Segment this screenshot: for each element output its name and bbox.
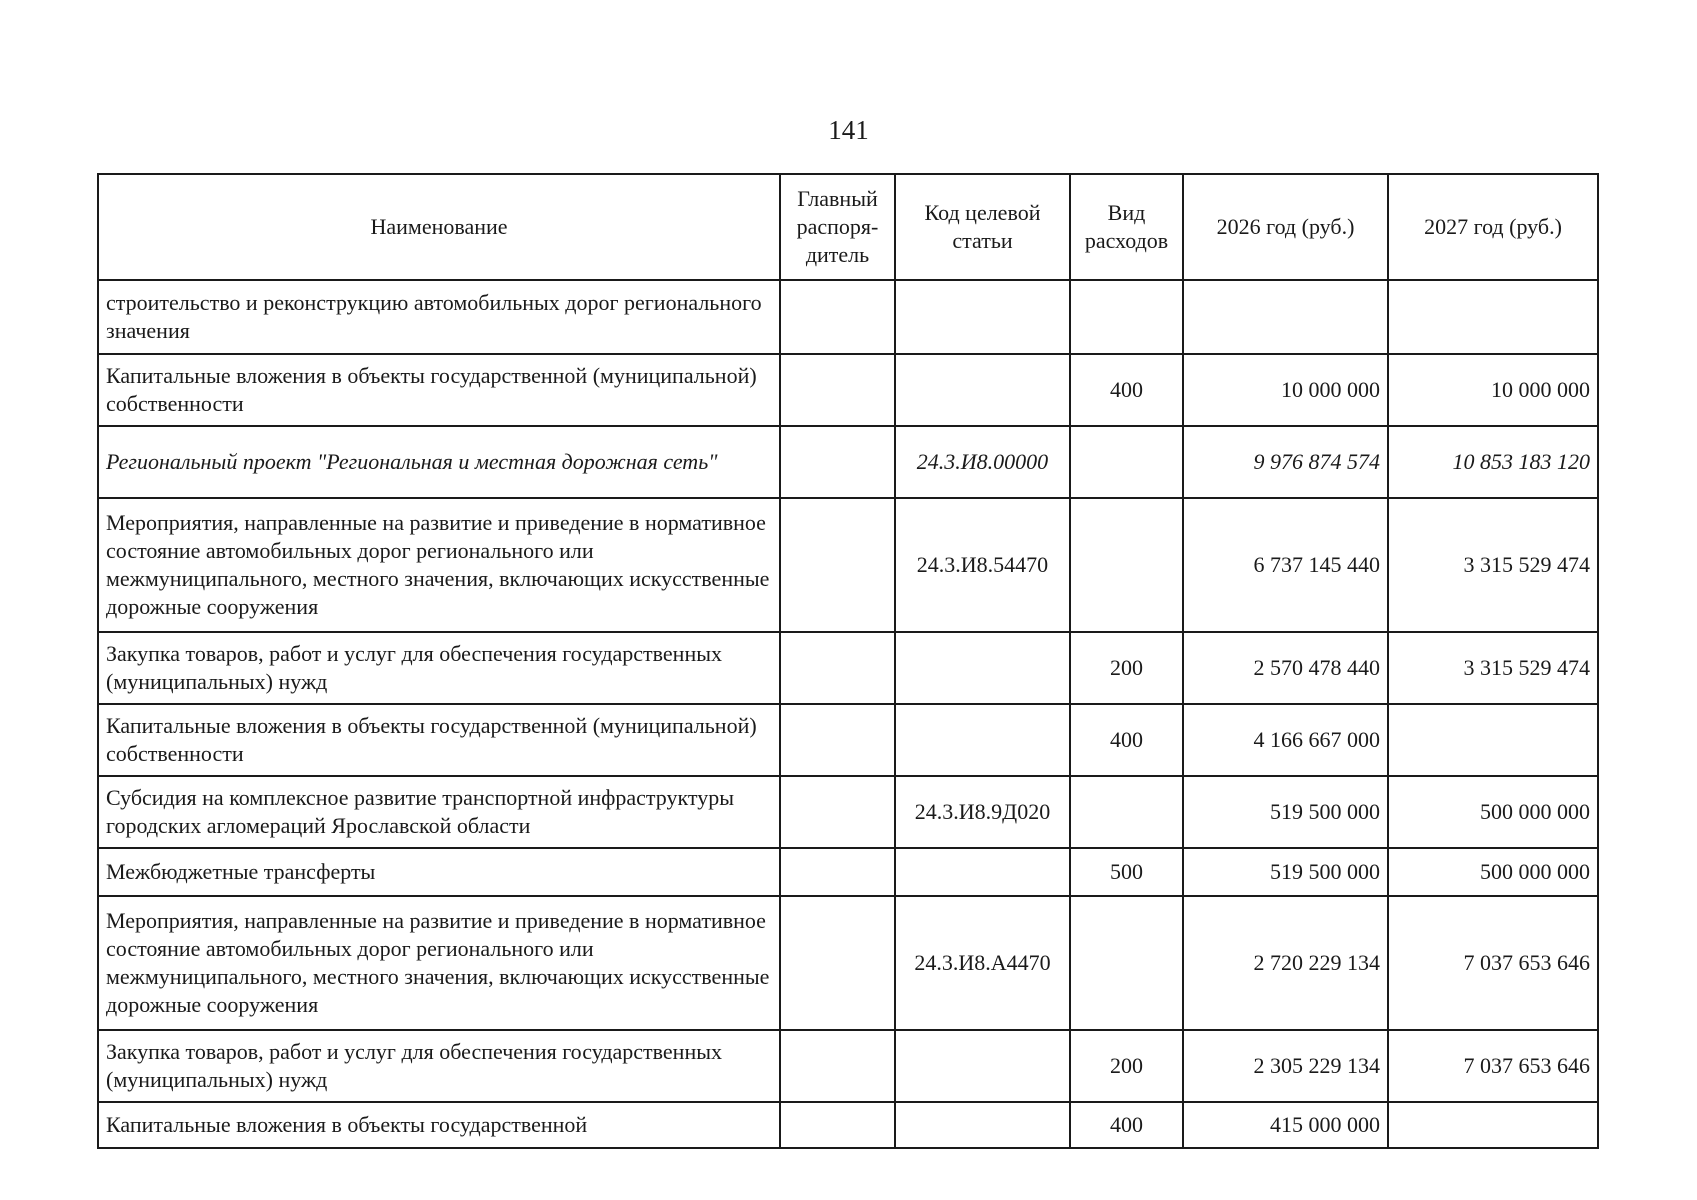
row-2026: 10 000 000	[1183, 354, 1388, 426]
row-type	[1070, 776, 1183, 848]
row-2027: 3 315 529 474	[1388, 498, 1598, 632]
row-type: 400	[1070, 354, 1183, 426]
row-type: 500	[1070, 848, 1183, 896]
row-name: Субсидия на комплексное развитие транспортной инфраструктуры городских агломераций Ярославской области	[98, 776, 780, 848]
row-2027: 10 853 183 120	[1388, 426, 1598, 498]
table-row	[98, 426, 1598, 498]
table-row	[98, 1102, 1598, 1148]
row-2027: 7 037 653 646	[1388, 896, 1598, 1030]
row-chief	[780, 498, 895, 632]
row-2026: 4 166 667 000	[1183, 704, 1388, 776]
row-code	[895, 704, 1070, 776]
row-name: Закупка товаров, работ и услуг для обеспечения государственных (муниципальных) нужд	[98, 1030, 780, 1102]
row-type	[1070, 498, 1183, 632]
row-name: Мероприятия, направленные на развитие и приведение в нормативное состояние автомобильных дорог регионального или межмуниципального, местного значения, включающих искусственные дорожные сооружения	[98, 896, 780, 1030]
row-2027	[1388, 280, 1598, 354]
header-target-code: Код целевой статьи	[895, 174, 1070, 280]
row-chief	[780, 280, 895, 354]
row-name: Капитальные вложения в объекты государственной (муниципальной) собственности	[98, 704, 780, 776]
row-code: 24.3.И8.9Д020	[895, 776, 1070, 848]
table-row	[98, 1030, 1598, 1102]
table-row	[98, 776, 1598, 848]
row-code	[895, 280, 1070, 354]
row-chief	[780, 848, 895, 896]
row-name: Региональный проект "Региональная и местная дорожная сеть"	[98, 426, 780, 498]
row-type: 200	[1070, 632, 1183, 704]
row-chief	[780, 426, 895, 498]
header-name: Наименование	[98, 174, 780, 280]
row-type	[1070, 280, 1183, 354]
row-2026	[1183, 280, 1388, 354]
row-chief	[780, 354, 895, 426]
row-chief	[780, 1102, 895, 1148]
row-type	[1070, 896, 1183, 1030]
row-chief	[780, 776, 895, 848]
table-row	[98, 280, 1598, 354]
row-2026: 519 500 000	[1183, 848, 1388, 896]
header-chief-manager: Главный распоря-дитель	[780, 174, 895, 280]
row-name: Закупка товаров, работ и услуг для обеспечения государственных (муниципальных) нужд	[98, 632, 780, 704]
row-name: строительство и реконструкцию автомобильных дорог регионального значения	[98, 280, 780, 354]
row-code	[895, 1030, 1070, 1102]
row-2026: 2 570 478 440	[1183, 632, 1388, 704]
row-code: 24.3.И8.00000	[895, 426, 1070, 498]
row-2027	[1388, 704, 1598, 776]
page-number: 141	[828, 115, 869, 145]
row-type: 200	[1070, 1030, 1183, 1102]
row-2027: 3 315 529 474	[1388, 632, 1598, 704]
row-2027: 500 000 000	[1388, 776, 1598, 848]
row-code	[895, 848, 1070, 896]
row-2026: 6 737 145 440	[1183, 498, 1388, 632]
header-expense-type: Вид расходов	[1070, 174, 1183, 280]
row-chief	[780, 1030, 895, 1102]
row-2027: 500 000 000	[1388, 848, 1598, 896]
table-row	[98, 354, 1598, 426]
row-2026: 9 976 874 574	[1183, 426, 1388, 498]
budget-table	[97, 173, 1599, 1149]
table-row	[98, 632, 1598, 704]
row-chief	[780, 896, 895, 1030]
row-2026: 2 720 229 134	[1183, 896, 1388, 1030]
row-name: Межбюджетные трансферты	[98, 848, 780, 896]
row-name: Мероприятия, направленные на развитие и приведение в нормативное состояние автомобильных дорог регионального или межмуниципального, местного значения, включающих искусственные дорожные сооружения	[98, 498, 780, 632]
row-code	[895, 632, 1070, 704]
row-code	[895, 1102, 1070, 1148]
row-2026: 2 305 229 134	[1183, 1030, 1388, 1102]
row-code	[895, 354, 1070, 426]
row-type: 400	[1070, 1102, 1183, 1148]
row-2026: 519 500 000	[1183, 776, 1388, 848]
row-chief	[780, 632, 895, 704]
row-code: 24.3.И8.А4470	[895, 896, 1070, 1030]
header-year-2026: 2026 год (руб.)	[1183, 174, 1388, 280]
table-row	[98, 498, 1598, 632]
row-2027: 10 000 000	[1388, 354, 1598, 426]
row-2027	[1388, 1102, 1598, 1148]
row-2026: 415 000 000	[1183, 1102, 1388, 1148]
row-chief	[780, 704, 895, 776]
row-type	[1070, 426, 1183, 498]
table-row	[98, 896, 1598, 1030]
header-year-2027: 2027 год (руб.)	[1388, 174, 1598, 280]
row-name: Капитальные вложения в объекты государственной (муниципальной) собственности	[98, 354, 780, 426]
table-row	[98, 848, 1598, 896]
table-row	[98, 704, 1598, 776]
table-header-row	[98, 174, 1598, 280]
row-2027: 7 037 653 646	[1388, 1030, 1598, 1102]
row-code: 24.3.И8.54470	[895, 498, 1070, 632]
row-type: 400	[1070, 704, 1183, 776]
row-name: Капитальные вложения в объекты государственной	[98, 1102, 780, 1148]
